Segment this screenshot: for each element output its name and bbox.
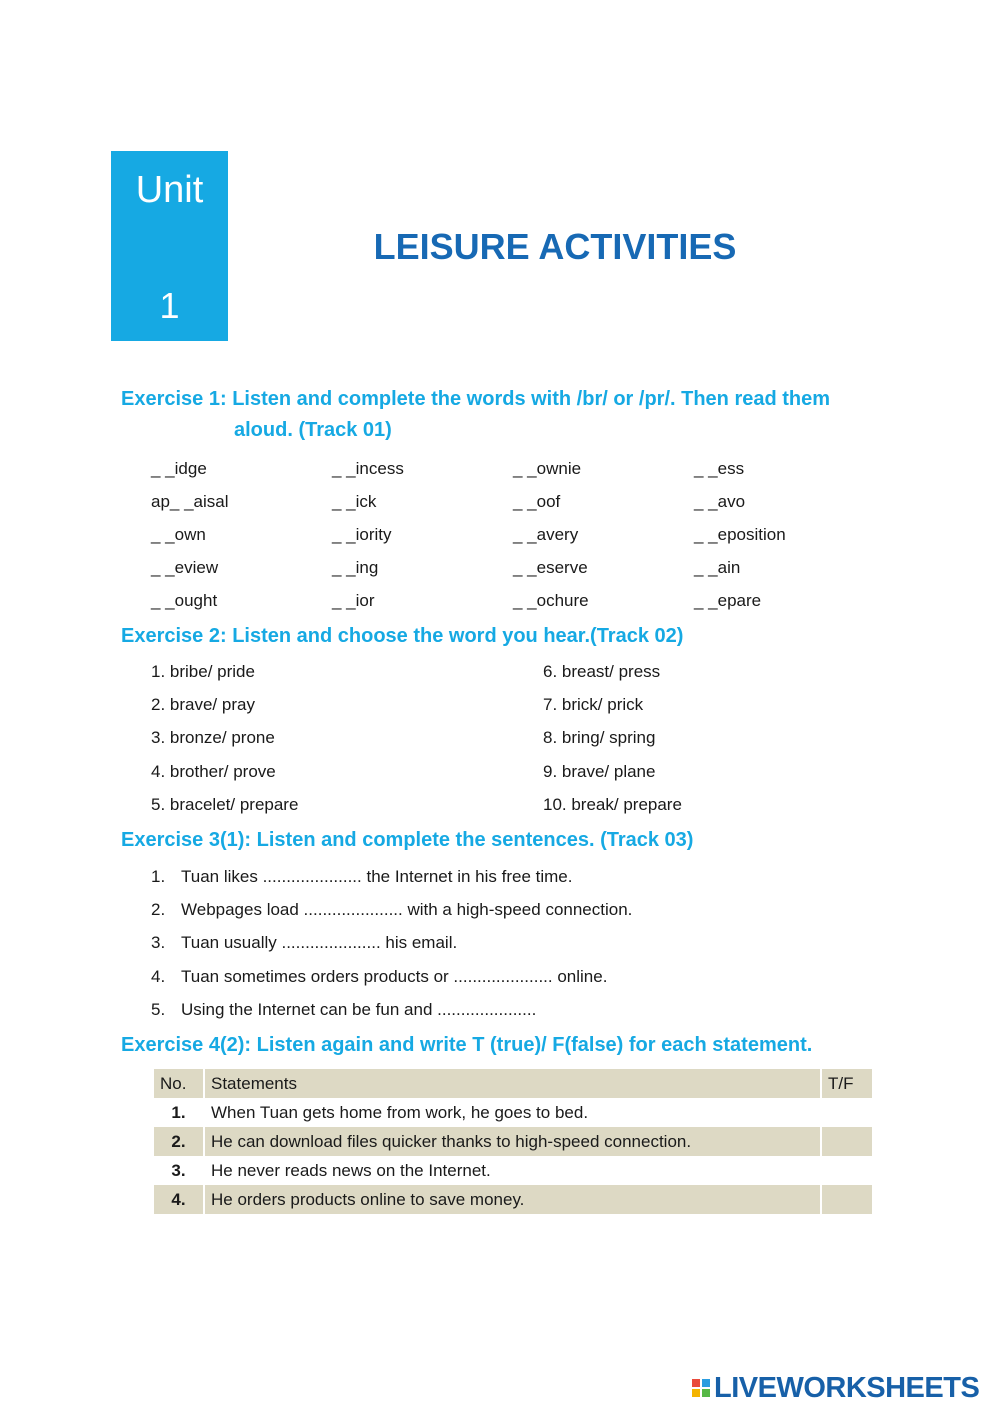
word-blank[interactable]: _ _ing [332,558,379,577]
item-number: 4. [151,967,166,986]
word-blank[interactable]: _ _ior [332,591,375,610]
table-row [154,1156,872,1185]
sentence[interactable]: Tuan usually ..................... his email. [181,933,458,952]
unit-number: 1 [159,285,180,326]
table-row [154,1185,872,1214]
item-number: 1. [151,867,166,886]
sentence[interactable]: Using the Internet can be fun and ..................... [181,1000,537,1019]
statement: He can download files quicker thanks to high-speed connection. [205,1127,820,1156]
item-number: 5. [151,1000,166,1019]
true-false-table [152,1069,874,1214]
table-row [154,1098,872,1127]
header-no: No. [154,1069,203,1098]
statement: He orders products online to save money. [205,1185,820,1214]
word-choice[interactable]: 9. brave/ plane [543,762,656,781]
word-choice[interactable]: 8. bring/ spring [543,728,656,747]
sentence[interactable]: Tuan likes ..................... the Internet in his free time. [181,867,573,886]
header-statements: Statements [205,1069,820,1098]
row-number: 1. [171,1102,186,1122]
word-choice[interactable]: 2. brave/ pray [151,695,255,714]
word-blank[interactable]: _ _iority [332,525,392,544]
exercise-3-heading: Exercise 3(1): Listen and complete the sentences. (Track 03) [121,829,694,851]
item-number: 3. [151,933,166,952]
word-blank[interactable]: _ _ought [151,591,218,610]
word-choice[interactable]: 10. break/ prepare [543,795,682,814]
sentence[interactable]: Webpages load ..................... with a high-speed connection. [181,900,633,919]
word-blank[interactable]: _ _ain [694,558,741,577]
word-blank[interactable]: _ _oof [513,492,561,511]
word-blank[interactable]: _ _eserve [513,558,588,577]
exercise-1-heading: Exercise 1: Listen and complete the words with /br/ or /pr/. Then read them aloud. (Track 01) [121,388,831,441]
table-row [154,1127,872,1156]
word-blank[interactable]: _ _ownie [513,459,582,478]
row-number: 2. [154,1127,203,1156]
unit-badge [111,151,228,341]
page-title: LEISURE ACTIVITIES [373,226,737,267]
word-choice[interactable]: 7. brick/ prick [543,695,644,714]
liveworksheets-logo [692,1373,979,1403]
word-blank[interactable]: _ _ochure [513,591,589,610]
statement: When Tuan gets home from work, he goes to bed. [211,1102,589,1122]
word-blank[interactable]: _ _avery [513,525,579,544]
word-blank[interactable]: _ _idge [151,459,207,478]
tf-answer-cell[interactable] [822,1185,872,1214]
tf-answer-cell[interactable] [822,1127,872,1156]
sentence[interactable]: Tuan sometimes orders products or ..................... online. [181,967,608,986]
word-blank[interactable]: _ _eview [151,558,219,577]
exercise-4-heading: Exercise 4(2): Listen again and write T (true)/ F(false) for each statement. [121,1034,813,1056]
word-choice[interactable]: 1. bribe/ pride [151,662,255,681]
word-blank[interactable]: _ _own [151,525,206,544]
word-blank[interactable]: _ _ick [332,492,377,511]
word-blank[interactable]: _ _epare [694,591,762,610]
word-choice[interactable]: 6. breast/ press [543,662,661,681]
row-number: 4. [154,1185,203,1214]
word-blank[interactable]: _ _incess [332,459,404,478]
tf-answer-cell[interactable] [822,1098,872,1127]
word-choice[interactable]: 4. brother/ prove [151,762,276,781]
row-number: 3. [171,1160,186,1180]
word-choice[interactable]: 5. bracelet/ prepare [151,795,299,814]
word-blank[interactable]: _ _avo [694,492,746,511]
table-header-row [154,1069,872,1098]
tf-answer-cell[interactable] [822,1156,872,1185]
logo-mark-icon [692,1379,710,1397]
statement: He never reads news on the Internet. [211,1160,491,1180]
header-tf: T/F [822,1069,872,1098]
word-blank[interactable]: _ _ess [694,459,745,478]
logo-text: LIVEWORKSHEETS [714,1371,980,1404]
word-blank[interactable]: ap_ _aisal [151,492,229,511]
word-blank[interactable]: _ _eposition [694,525,786,544]
unit-label: Unit [135,169,204,211]
exercise-2-heading: Exercise 2: Listen and choose the word you hear.(Track 02) [121,625,684,647]
item-number: 2. [151,900,166,919]
word-choice[interactable]: 3. bronze/ prone [151,728,275,747]
